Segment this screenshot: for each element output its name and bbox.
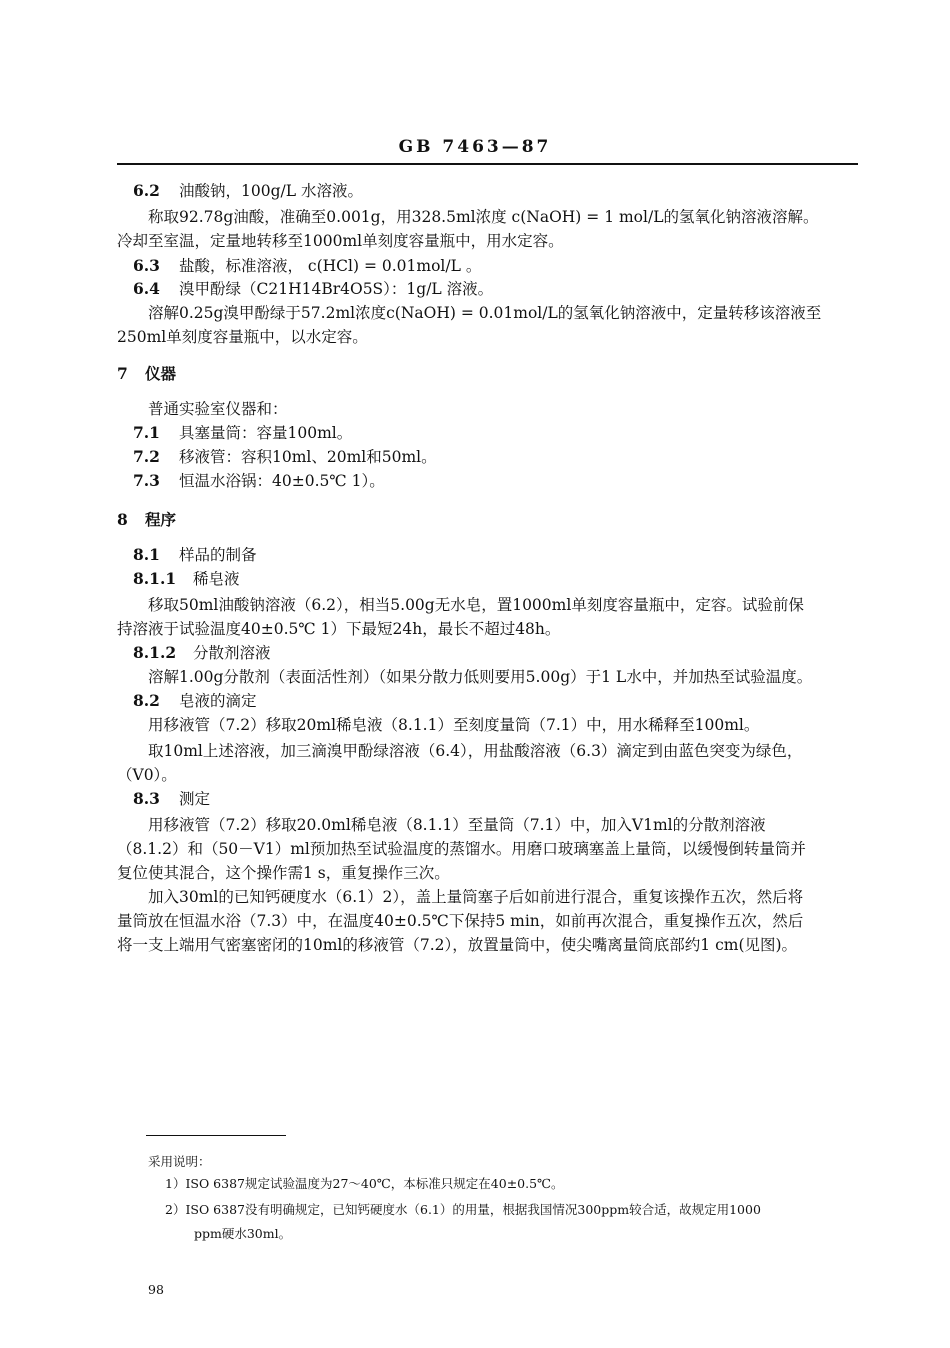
paragraph-line: 取10ml上述溶液，加三滴溴甲酚绿溶液（6.4），用盐酸溶液（6.3）滴定到由蓝色突变为绿色， bbox=[148, 742, 803, 760]
section-title: 测定 bbox=[179, 790, 211, 808]
paragraph-line: 冷却至室温，定量地转移至1000ml单刻度容量瓶中，用水定容。 bbox=[117, 232, 564, 250]
page-header: GB 7463—87 bbox=[398, 137, 552, 157]
page-number: 98 bbox=[148, 1282, 164, 1297]
section-number: 8.3 bbox=[133, 789, 160, 808]
paragraph-line: 250ml单刻度容量瓶中，以水定容。 bbox=[117, 328, 368, 346]
section-title: 分散剂溶液 bbox=[193, 644, 271, 662]
section-8-2-heading bbox=[133, 690, 257, 712]
paragraph-line: 用移液管（7.2）移取20ml稀皂液（8.1.1）至刻度量筒（7.1）中，用水稀释至100ml。 bbox=[148, 716, 760, 734]
item-text: 具塞量筒：容量100ml。 bbox=[179, 424, 353, 442]
section-8-1-1-heading bbox=[133, 568, 240, 590]
item-text: 移液管：容积10ml、20ml和50ml。 bbox=[179, 448, 437, 466]
paragraph-line: （8.1.2）和（50－V1）ml预加热至试验温度的蒸馏水。用磨口玻璃塞盖上量筒，以缓慢倒转量筒并 bbox=[117, 840, 806, 858]
section-number: 6.2 bbox=[133, 181, 160, 200]
section-6-2-heading bbox=[133, 180, 363, 202]
section-title: 仪器 bbox=[145, 364, 177, 383]
paragraph-line: 持溶液于试验温度40±0.5℃ 1）下最短24h，最长不超过48h。 bbox=[117, 620, 561, 638]
section-number: 6.3 bbox=[133, 256, 160, 275]
list-item bbox=[133, 470, 385, 492]
paragraph-line: 溶解1.00g分散剂（表面活性剂）（如果分散力低则要用5.00g）于1 L水中，并加热至试验温度。 bbox=[148, 668, 813, 686]
section-title: 样品的制备 bbox=[179, 546, 257, 564]
list-item bbox=[133, 422, 352, 444]
item-number: 7.2 bbox=[133, 447, 160, 466]
paragraph-line: 普通实验室仪器和： bbox=[148, 400, 288, 418]
paragraph-line: 溶解0.25g溴甲酚绿于57.2ml浓度c(NaOH) = 0.01mol/L的氢氧化钠溶液中，定量转移该溶液至 bbox=[148, 304, 822, 322]
section-number: 7 bbox=[117, 364, 128, 383]
section-6-3-heading bbox=[133, 255, 481, 277]
paragraph-line: 称取92.78g油酸，准确至0.001g，用328.5ml浓度 c(NaOH) = 1 mol/L的氢氧化钠溶液溶解。 bbox=[148, 208, 819, 226]
footnote-item: 2）ISO 6387没有明确规定，已知钙硬度水（6.1）的用量，根据我国情况300ppm较合适，故规定用1000 bbox=[165, 1202, 761, 1217]
section-title: 溴甲酚绿（C21H14Br4O5S）：1g/L 溶液。 bbox=[179, 280, 494, 298]
item-number: 7.3 bbox=[133, 471, 160, 490]
section-number: 8.1.2 bbox=[133, 643, 177, 662]
section-8-heading bbox=[117, 508, 176, 530]
list-item bbox=[133, 446, 437, 468]
section-title: 盐酸，标准溶液， c(HCl) = 0.01mol/L 。 bbox=[179, 257, 482, 275]
footnote-title: 采用说明： bbox=[148, 1154, 211, 1169]
section-6-4-heading bbox=[133, 278, 493, 300]
section-number: 8.1 bbox=[133, 545, 160, 564]
section-8-1-heading bbox=[133, 544, 257, 566]
section-title: 皂液的滴定 bbox=[179, 692, 257, 710]
paragraph-line: 加入30ml的已知钙硬度水（6.1）2），盖上量筒塞子后如前进行混合，重复该操作五次，然后将 bbox=[148, 888, 804, 906]
section-8-3-heading bbox=[133, 788, 210, 810]
section-title: 程序 bbox=[145, 510, 177, 529]
item-number: 7.1 bbox=[133, 423, 160, 442]
paragraph-line: 将一支上端用气密塞密闭的10ml的移液管（7.2），放置量筒中，使尖嘴离量筒底部约1 cm(见图)。 bbox=[117, 936, 798, 954]
section-number: 8 bbox=[117, 510, 128, 529]
section-number: 6.4 bbox=[133, 279, 160, 298]
footnote-item: 1）ISO 6387规定试验温度为27～40℃，本标准只规定在40±0.5℃。 bbox=[165, 1176, 564, 1191]
section-title: 稀皂液 bbox=[193, 570, 240, 588]
paragraph-line: 移取50ml油酸钠溶液（6.2），相当5.00g无水皂，置1000ml单刻度容量瓶中，定容。试验前保 bbox=[148, 596, 804, 614]
paragraph-line: 用移液管（7.2）移取20.0ml稀皂液（8.1.1）至量筒（7.1）中，加入V1ml的分散剂溶液 bbox=[148, 816, 766, 834]
paragraph-line: 复位使其混合，这个操作需1 s，重复操作三次。 bbox=[117, 864, 450, 882]
paragraph-line: （V0）。 bbox=[117, 766, 177, 784]
section-number: 8.1.1 bbox=[133, 569, 177, 588]
section-8-1-2-heading bbox=[133, 642, 271, 664]
section-number: 8.2 bbox=[133, 691, 160, 710]
footnote-rule bbox=[146, 1135, 286, 1136]
footnote-item: ppm硬水30ml。 bbox=[194, 1226, 292, 1241]
paragraph-line: 量筒放在恒温水浴（7.3）中，在温度40±0.5℃下保持5 min，如前再次混合，重复操作五次，然后 bbox=[117, 912, 804, 930]
header-rule bbox=[117, 163, 858, 165]
section-title: 油酸钠，100g/L 水溶液。 bbox=[179, 182, 363, 200]
item-text: 恒温水浴锅：40±0.5℃ 1）。 bbox=[179, 472, 385, 490]
section-7-heading bbox=[117, 362, 176, 384]
